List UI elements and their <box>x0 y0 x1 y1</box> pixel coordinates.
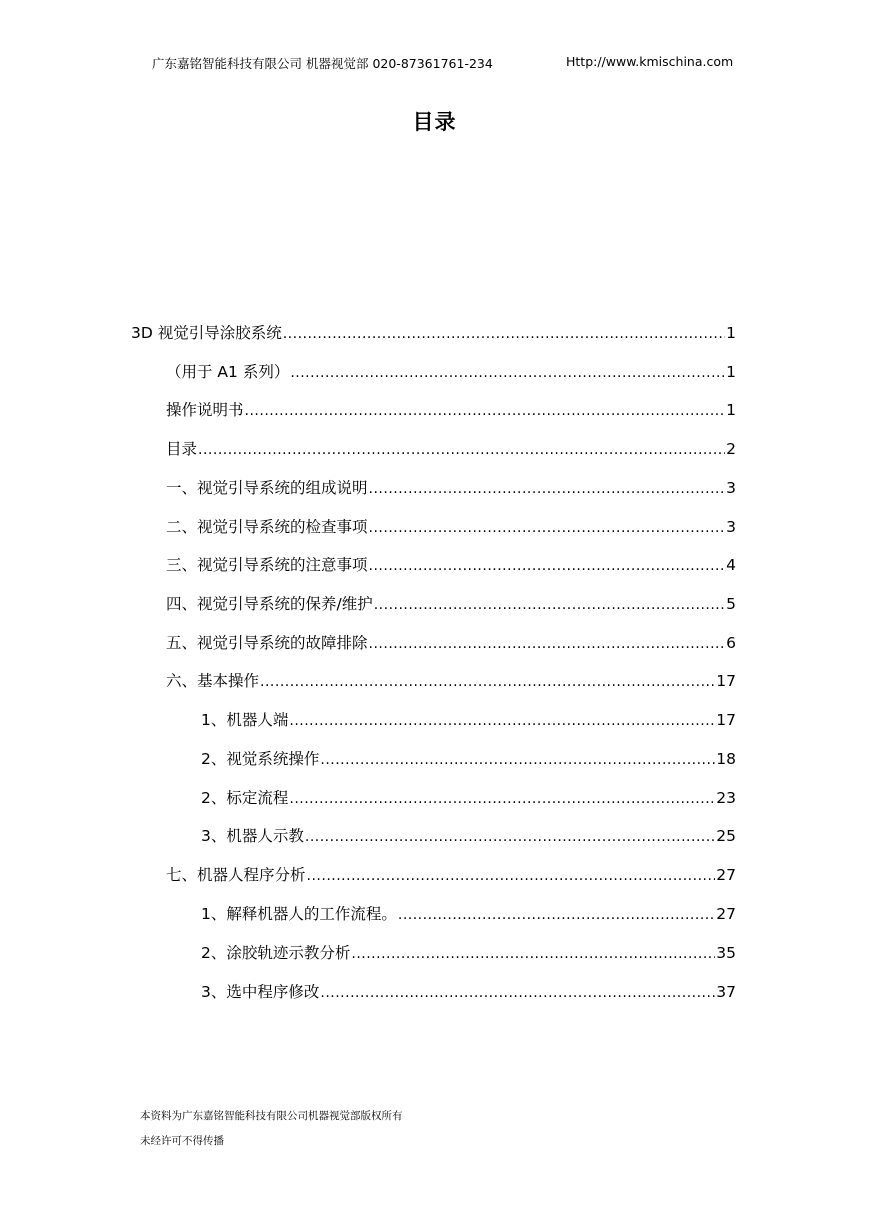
header-url: Http://www.kmischina.com <box>566 54 734 69</box>
toc-entry-page-number: 17 <box>716 711 736 729</box>
toc-entry-page-number: 27 <box>716 866 736 884</box>
toc-entry-page-number: 18 <box>716 750 736 768</box>
footer-copyright: 本资料为广东嘉铭智能科技有限公司机器视觉部版权所有 <box>140 1110 403 1122</box>
toc-dot-leader <box>260 674 715 690</box>
toc-entry-title: 四、视觉引导系统的保养/维护 <box>166 595 373 613</box>
toc-dot-leader <box>305 829 715 845</box>
toc-entry[interactable] <box>166 669 736 695</box>
toc-entry-title: 目录 <box>166 440 198 458</box>
toc-entry-title: 3、机器人示教 <box>201 827 304 845</box>
toc-entry-page-number: 27 <box>716 905 736 923</box>
toc-entry-title: （用于 A1 系列） <box>166 363 290 381</box>
toc-entry-page-number: 25 <box>716 827 736 845</box>
toc-entry[interactable] <box>201 902 736 928</box>
toc-entry[interactable] <box>166 553 736 579</box>
toc-dot-leader <box>290 365 725 381</box>
toc-dot-leader <box>307 868 716 884</box>
toc-dot-leader <box>320 985 715 1001</box>
toc-entry[interactable] <box>166 398 736 424</box>
toc-dot-leader <box>320 752 715 768</box>
toc-entry[interactable] <box>201 824 736 850</box>
toc-entry-page-number: 4 <box>726 556 736 574</box>
toc-entry-title: 三、视觉引导系统的注意事项 <box>166 556 368 574</box>
toc-entry-page-number: 6 <box>726 634 736 652</box>
toc-entry[interactable] <box>201 980 736 1006</box>
toc-entry[interactable] <box>131 321 736 347</box>
toc-entry-title: 五、视觉引导系统的故障排除 <box>166 634 368 652</box>
toc-entry[interactable] <box>166 515 736 541</box>
toc-entry[interactable] <box>166 863 736 889</box>
toc-dot-leader <box>245 403 726 419</box>
toc-dot-leader <box>351 946 715 962</box>
page-title: 目录 <box>412 110 457 134</box>
toc-dot-leader <box>369 520 726 536</box>
toc-entry-title: 操作说明书 <box>166 401 244 419</box>
toc-entry-title: 二、视觉引导系统的检查事项 <box>166 518 368 536</box>
toc-dot-leader <box>198 442 725 458</box>
toc-entry-title: 2、标定流程 <box>201 789 289 807</box>
toc-entry-page-number: 37 <box>716 983 736 1001</box>
toc-entry-title: 2、涂胶轨迹示教分析 <box>201 944 351 962</box>
page-header <box>0 54 869 72</box>
toc-dot-leader <box>374 597 725 613</box>
toc-entry[interactable] <box>201 941 736 967</box>
toc-entry[interactable] <box>166 592 736 618</box>
toc-entry-title: 七、机器人程序分析 <box>166 866 306 884</box>
toc-entry-title: 2、视觉系统操作 <box>201 750 320 768</box>
toc-entry[interactable] <box>201 747 736 773</box>
toc-dot-leader <box>289 791 715 807</box>
footer-notice: 未经许可不得传播 <box>140 1135 224 1147</box>
toc-entry-page-number: 35 <box>716 944 736 962</box>
page-footer <box>140 1104 403 1154</box>
toc-entry-page-number: 1 <box>726 324 736 342</box>
toc-dot-leader <box>369 558 726 574</box>
toc-entry-page-number: 1 <box>726 363 736 381</box>
toc-entry-page-number: 1 <box>726 401 736 419</box>
toc-dot-leader <box>369 481 726 497</box>
toc-entry-title: 六、基本操作 <box>166 672 260 690</box>
toc-entry-title: 1、解释机器人的工作流程。 <box>201 905 397 923</box>
toc-entry-page-number: 23 <box>716 789 736 807</box>
toc-entry-title: 一、视觉引导系统的组成说明 <box>166 479 368 497</box>
toc-entry-page-number: 3 <box>726 518 736 536</box>
toc-entry-page-number: 2 <box>726 440 736 458</box>
toc-entry-page-number: 17 <box>716 672 736 690</box>
toc-entry-title: 3、选中程序修改 <box>201 983 320 1001</box>
toc-entry-title: 1、机器人端 <box>201 711 289 729</box>
toc-entry-page-number: 5 <box>726 595 736 613</box>
toc-entry[interactable] <box>201 786 736 812</box>
toc-dot-leader <box>289 713 715 729</box>
toc-entry-page-number: 3 <box>726 479 736 497</box>
toc-dot-leader <box>283 326 725 342</box>
toc-dot-leader <box>398 907 715 923</box>
toc-entry-title: 3D 视觉引导涂胶系统 <box>131 324 282 342</box>
toc-entry[interactable] <box>166 437 736 463</box>
toc-entry[interactable] <box>166 360 736 386</box>
toc-entry[interactable] <box>201 708 736 734</box>
header-company: 广东嘉铭智能科技有限公司 机器视觉部 020-87361761-234 <box>152 56 493 71</box>
toc-dot-leader <box>369 636 726 652</box>
toc-entry[interactable] <box>166 631 736 657</box>
toc-entry[interactable] <box>166 476 736 502</box>
